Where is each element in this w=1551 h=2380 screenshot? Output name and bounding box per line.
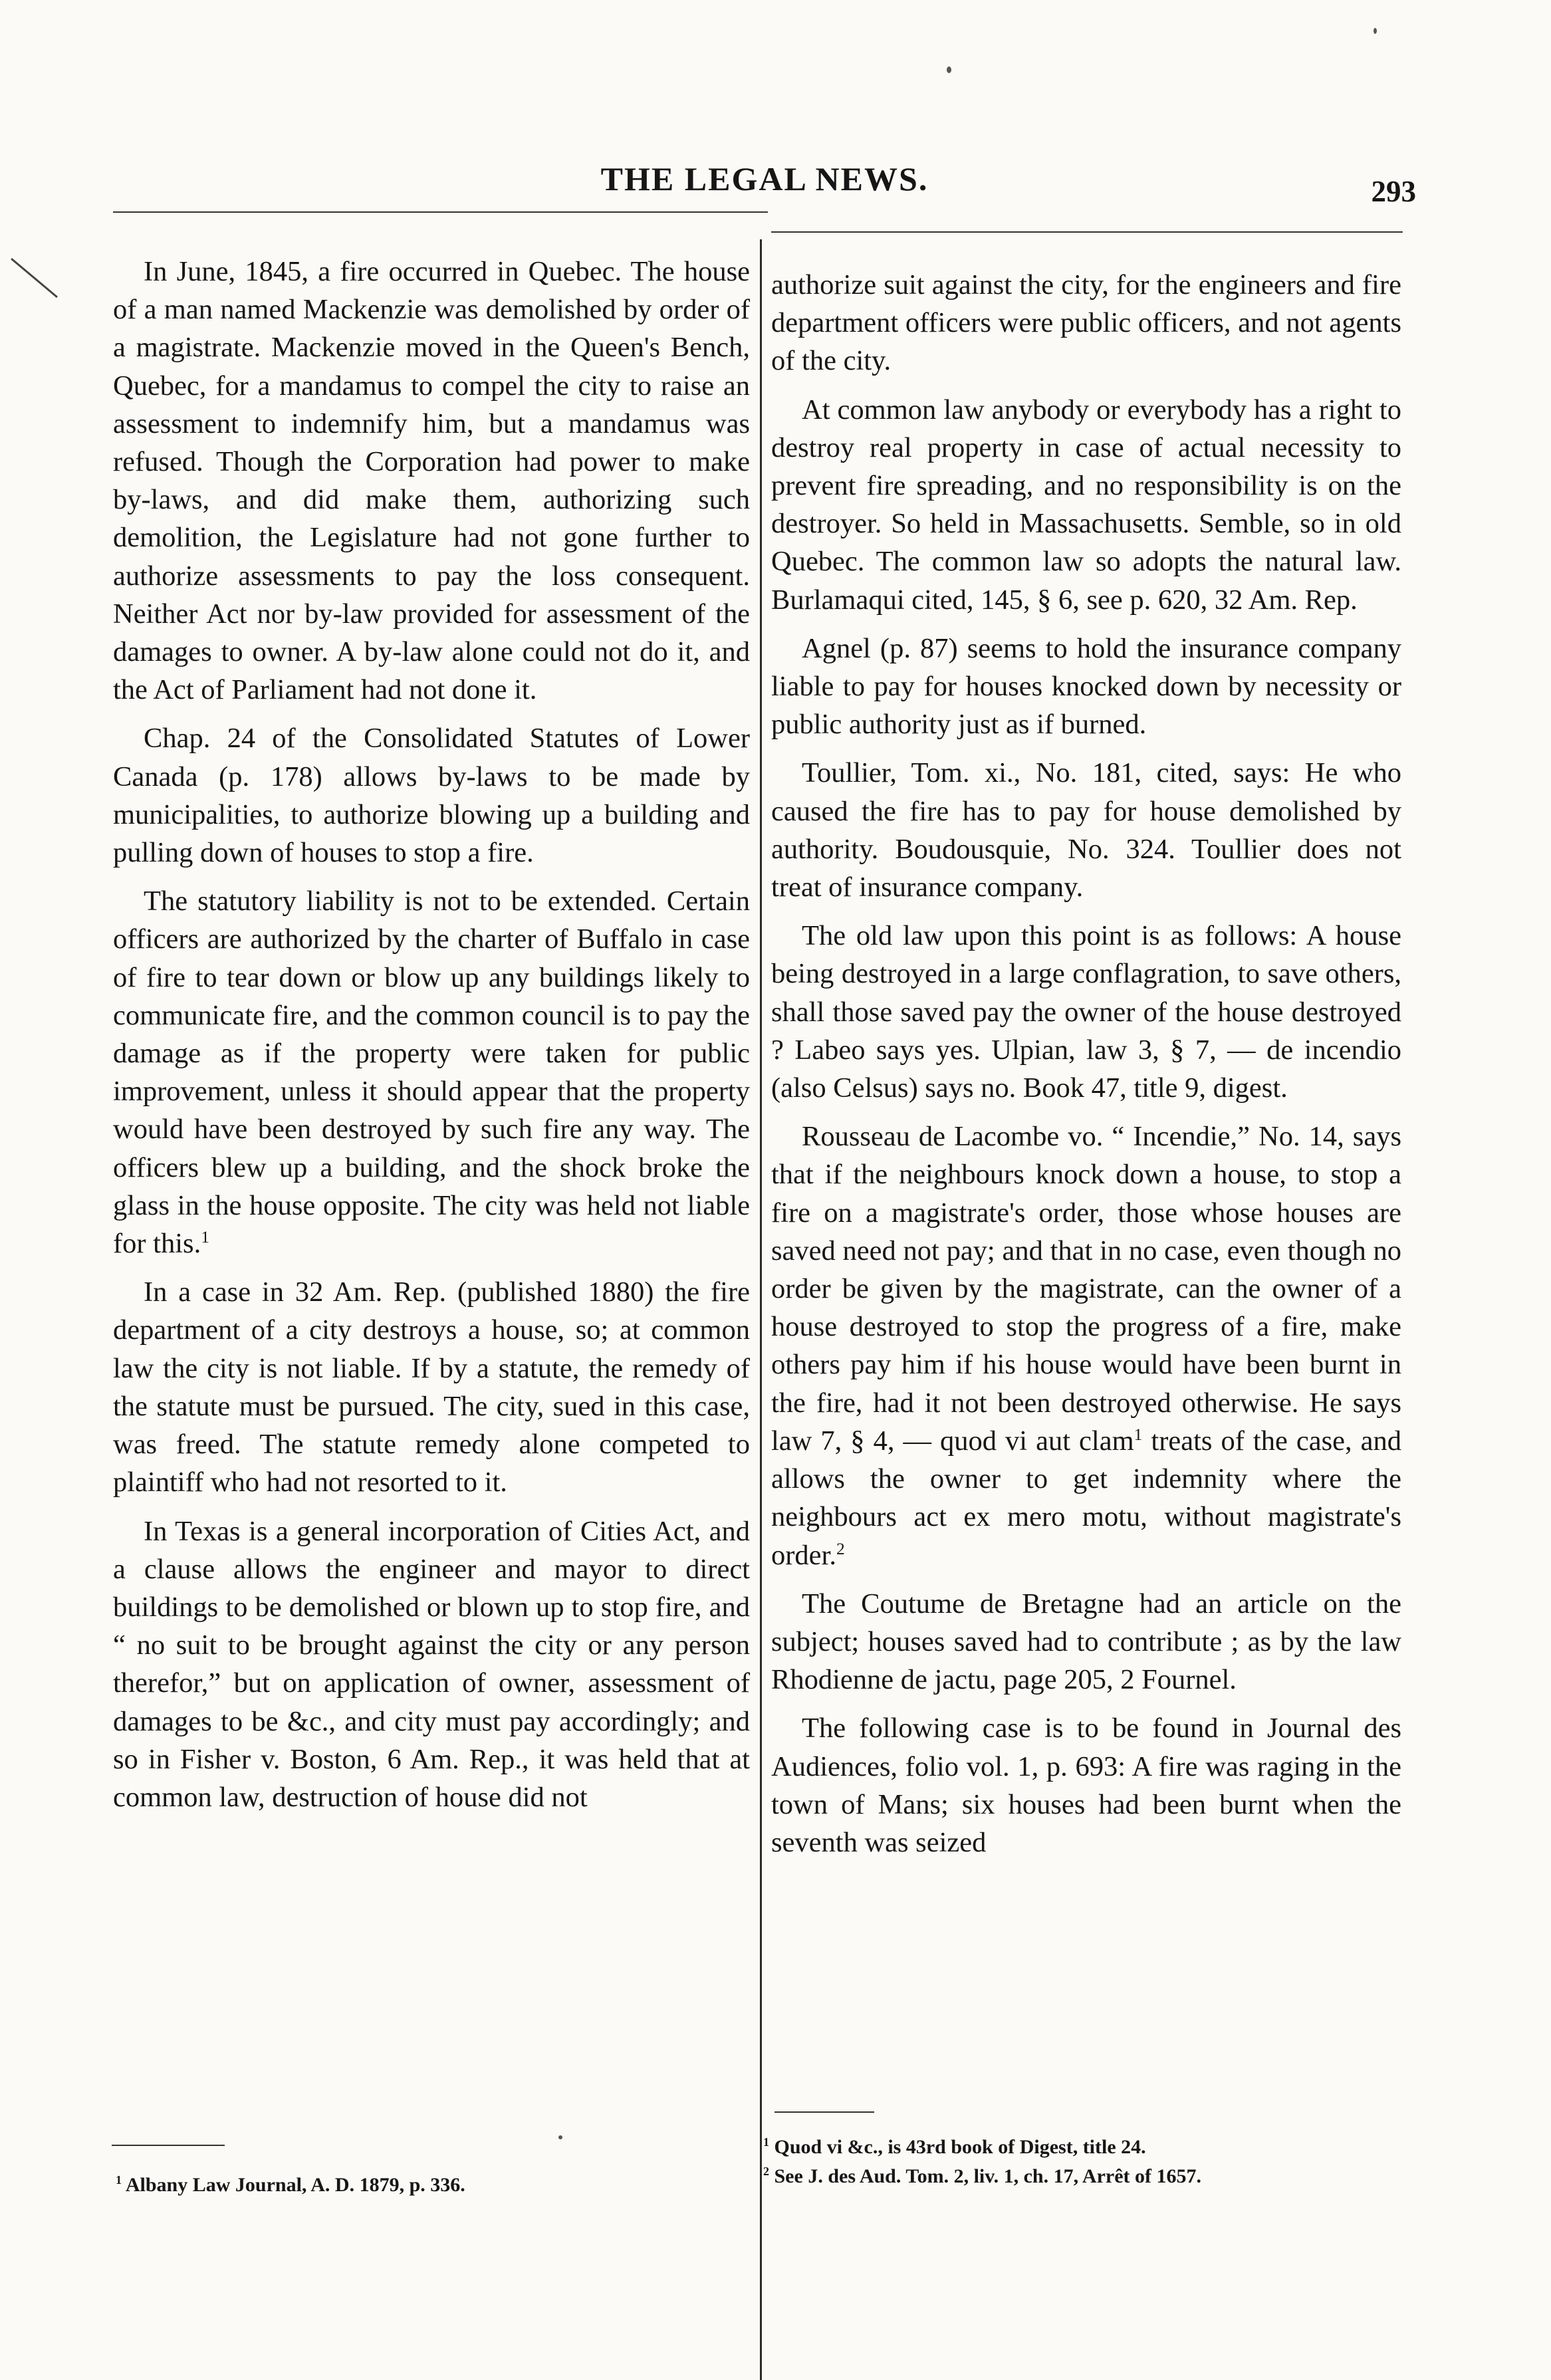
right-paragraph-7: The Coutume de Bretagne had an article on the subject; houses saved had to contribute ; as by the law Rhodienne de jactu, page 205, 2 Fournel.: [771, 1588, 1401, 1696]
right-paragraph-2: At common law anybody or everybody has a right to destroy real property in case of actual necessity to prevent fire spreading, and no responsibility is on the destroyer. So held in Massachusetts. Semble, so in old Quebec. The common law so adopts the natural law. Burlamaqui cited, 145, § 6, see p. 620, 32 Am. Rep.: [771, 394, 1401, 616]
scan-speck: [1373, 28, 1377, 34]
left-column: [113, 253, 750, 1827]
right-paragraph-4: Toullier, Tom. xi., No. 181, cited, says: He who caused the fire has to pay for house demolished by authority. Boudousquie, No. 324. Toullier does not treat of insurance company.: [771, 757, 1401, 903]
right-column: [771, 266, 1401, 1872]
header-rule-left: [113, 211, 768, 213]
footnote-text: Quod vi &c., is 43rd book of Digest, title 24.: [774, 2136, 1146, 2158]
footnote-right-2: [763, 2162, 1401, 2191]
scan-speck: [558, 2135, 562, 2139]
column-divider: [760, 239, 762, 2380]
footnote-rule-right: [775, 2111, 874, 2113]
page-number: 293: [1371, 175, 1416, 208]
right-paragraph-1: authorize suit against the city, for the engineers and fire department officers were public officers, and not agents of the city.: [771, 269, 1401, 377]
right-paragraph-6-text: Rousseau de Lacombe vo. “ Incendie,” No. 14, says that if the neighbours knock down a house, to stop a fire on a magistrate's order, those whose houses are saved need not pay; and that in no case, even though no order be given by the magistrate, can the owner of a house destroyed to stop the progress of a fire, make others pay him if his house would have been burnt in the fire, had it not been destroyed otherwise. He says law 7, § 4, — quod vi aut clam: [771, 1121, 1401, 1457]
edge-mark: [11, 258, 58, 298]
footnote-rule-left: [112, 2145, 225, 2146]
right-paragraph-6: [771, 1118, 1401, 1574]
footnotes-right: [763, 2133, 1401, 2191]
right-paragraph-8: The following case is to be found in Journal des Audiences, folio vol. 1, p. 693: A fire was raging in the town of Mans; six houses had been burnt when the seventh was seized: [771, 1713, 1401, 1858]
right-paragraph-6-tail: treats of the case, and allows the owner to get indemnity where the neighbours act ex mero motu, without magistrate's order.: [771, 1425, 1402, 1571]
footnote-mark: 2: [763, 2165, 769, 2178]
running-title: THE LEGAL NEWS.: [600, 160, 929, 197]
left-paragraph-4: In a case in 32 Am. Rep. (published 1880) the fire department of a city destroys a house, so; at common law the city is not liable. If by a statute, the remedy of the statute must be pursued. The city, sued in this case, was freed. The statute remedy alone competed to plaintiff who had not resorted to it.: [113, 1276, 750, 1498]
right-paragraph-3: Agnel (p. 87) seems to hold the insurance company liable to pay for houses knocked down by necessity or public authority just as if burned.: [771, 632, 1401, 741]
footnote-left-1: [116, 2171, 714, 2200]
right-paragraph-5: The old law upon this point is as follows: A house being destroyed in a large conflagration, to save others, shall those saved pay the owner of the house destroyed ? Labeo says yes. Ulpian, law 3, § 7, — de incendio (also Celsus) says no. Book 47, title 9, digest.: [771, 920, 1401, 1104]
footnote-ref-r2: 2: [836, 1538, 845, 1558]
footnote-ref-r1: 1: [1133, 1424, 1143, 1444]
left-paragraph-5: In Texas is a general incorporation of Cities Act, and a clause allows the engineer and mayor to direct buildings to be demolished or blown up to stop fire, and “ no suit to be brought against the city or any person therefor,” but on application of owner, assessment of damages to be &c., and city must pay accordingly; and so in Fisher v. Boston, 6 Am. Rep., it was held that at common law, destruction of house did not: [113, 1515, 750, 1813]
scan-speck: [947, 66, 951, 73]
footnote-mark: 1: [116, 2173, 122, 2187]
footnote-text: Albany Law Journal, A. D. 1879, p. 336.: [125, 2174, 465, 2196]
page-header: [113, 140, 1416, 208]
footnote-mark: 1: [763, 2135, 769, 2149]
left-paragraph-2: Chap. 24 of the Consolidated Statutes of Lower Canada (p. 178) allows by-laws to be made by municipalities, to authorize blowing up a building and pulling down of houses to stop a fire.: [113, 723, 750, 869]
left-paragraph-3: [113, 882, 750, 1262]
footnote-text: See J. des Aud. Tom. 2, liv. 1, ch. 17, Arrêt of 1657.: [774, 2165, 1202, 2187]
left-paragraph-3-text: The statutory liability is not to be extended. Certain officers are authorized by the charter of Buffalo in case of fire to tear down or blow up any buildings likely to communicate fire, and the common council is to pay the damage as if the property were taken for public improvement, unless it should appear that the property would have been destroyed by such fire any way. The officers blew up a building, and the shock broke the glass in the house opposite. The city was held not liable for this.: [113, 886, 750, 1260]
left-paragraph-1: In June, 1845, a fire occurred in Quebec. The house of a man named Mackenzie was demolished by order of a magistrate. Mackenzie moved in the Queen's Bench, Quebec, for a mandamus to compel the city to raise an assessment to indemnify him, but a mandamus was refused. Though the Corporation had power to make by-laws, and did make them, authorizing such demolition, the Legislature had not gone further to authorize assessments to pay the loss consequent. Neither Act nor by-law provided for assessment of the damages to owner. A by-law alone could not do it, and the Act of Parliament had not done it.: [113, 256, 750, 706]
footnote-ref-1: 1: [201, 1227, 209, 1247]
footnote-right-1: [763, 2133, 1401, 2162]
header-rule-right: [771, 231, 1403, 233]
